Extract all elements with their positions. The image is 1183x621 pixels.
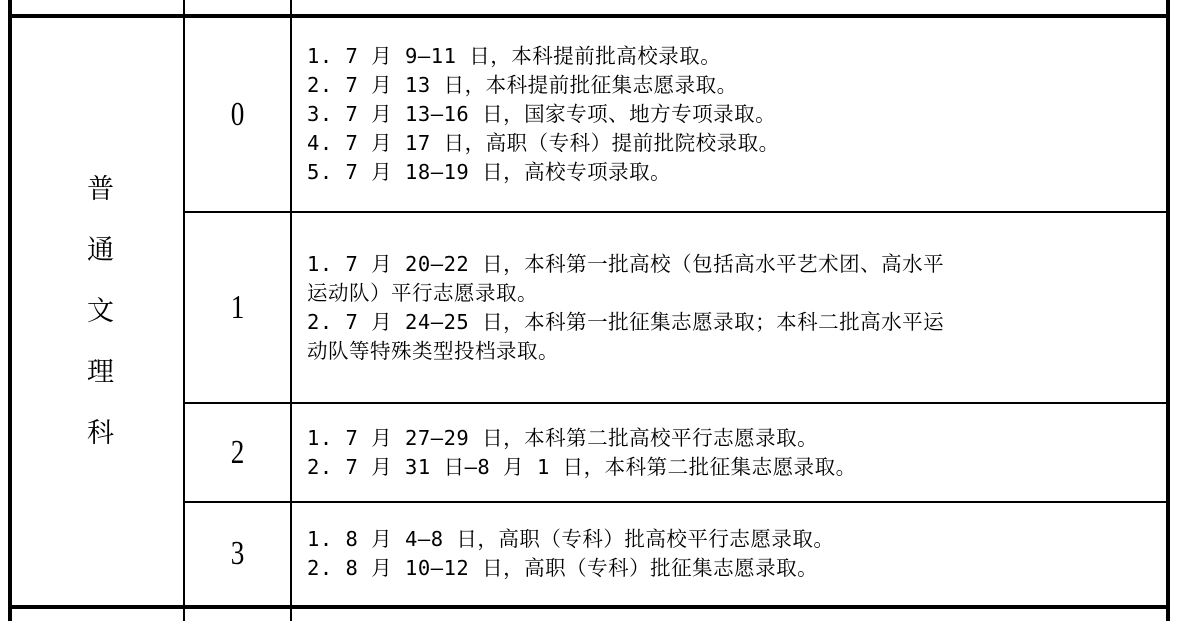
schedule-line: 1. 8 月 4–8 日，高职（专科）批高校平行志愿录取。 [307, 527, 835, 551]
schedule-line: 2. 7 月 31 日–8 月 1 日，本科第二批征集志愿录取。 [307, 454, 857, 479]
batch-cell-0: 0 [230, 95, 245, 133]
column-divider-1 [183, 0, 185, 621]
schedule-line: 5. 7 月 18–19 日，高校专项录取。 [307, 160, 672, 184]
schedule-cell-3 [307, 503, 1162, 605]
schedule-line: 1. 7 月 27–29 日，本科第二批高校平行志愿录取。 [307, 425, 819, 450]
schedule-cell-0 [307, 18, 1162, 211]
schedule-line: 4. 7 月 17 日，高职（专科）提前批院校录取。 [307, 131, 780, 155]
schedule-line: 1. 7 月 9–11 日，本科提前批高校录取。 [307, 44, 722, 68]
schedule-cell-2 [307, 404, 1162, 501]
schedule-line: 2. 8 月 10–12 日，高职（专科）批征集志愿录取。 [307, 556, 819, 580]
batch-cell-2: 2 [230, 433, 245, 471]
table-border-bottom [8, 605, 1170, 609]
schedule-line: 1. 7 月 20–22 日，本科第一批高校（包括高水平艺术团、高水平 [307, 251, 945, 276]
schedule-line: 运动队）平行志愿录取。 [307, 280, 538, 305]
schedule-line: 动队等特殊类型投档录取。 [307, 338, 559, 363]
schedule-line: 2. 7 月 24–25 日，本科第一批征集志愿录取；本科二批高水平运 [307, 309, 945, 334]
schedule-line: 2. 7 月 13 日，本科提前批征集志愿录取。 [307, 73, 738, 97]
batch-cell-3: 3 [230, 535, 245, 572]
table-border-right [1166, 0, 1170, 621]
category-label: 普通文理科 [82, 174, 113, 479]
category-cell [12, 18, 183, 605]
schedule-line: 3. 7 月 13–16 日，国家专项、地方专项录取。 [307, 102, 777, 126]
schedule-cell-1 [307, 213, 1162, 402]
batch-cell-1: 1 [230, 288, 245, 326]
column-divider-2 [290, 0, 292, 621]
